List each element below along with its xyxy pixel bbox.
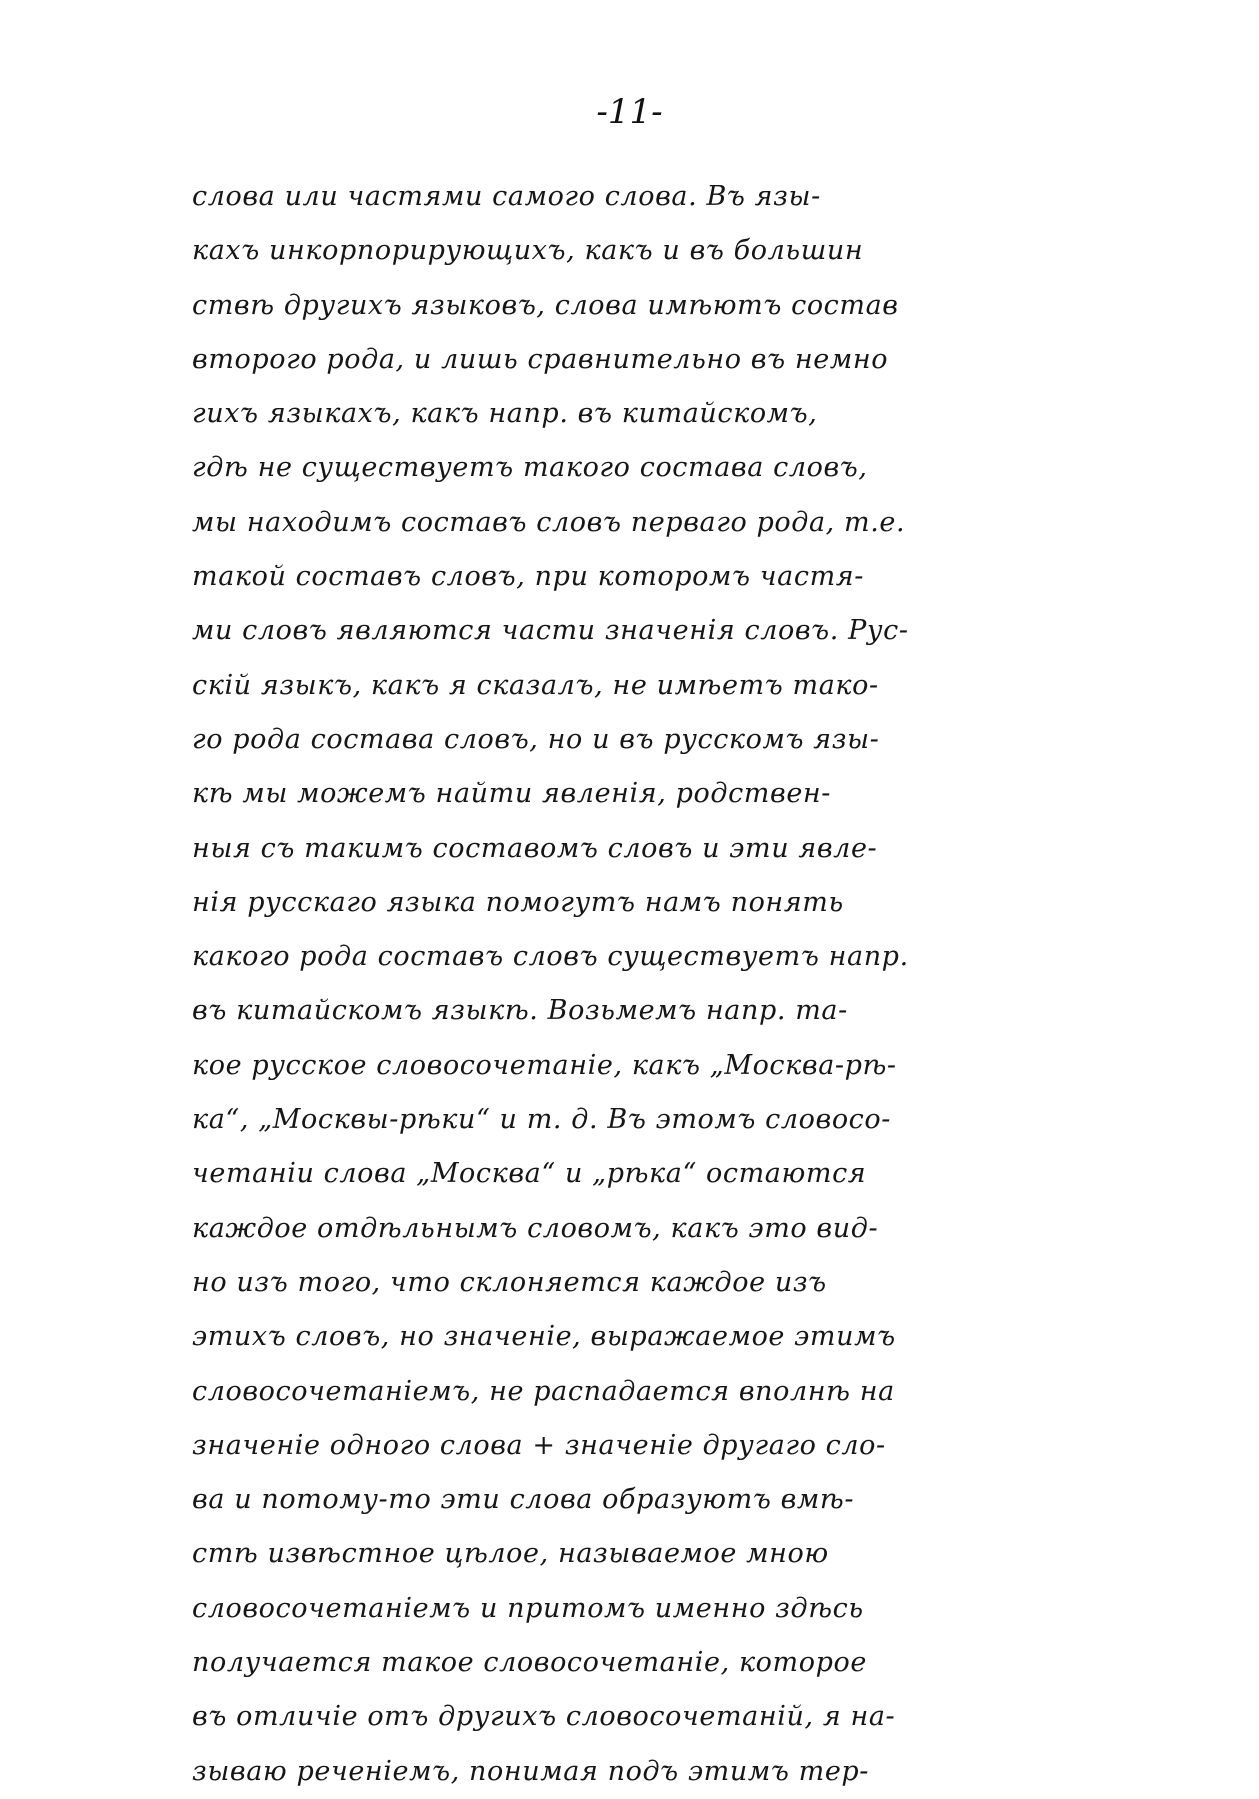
text-line: словосочетаніемъ и притомъ именно здѣсь: [192, 1592, 864, 1624]
handwritten-text: [192, 170, 1102, 1799]
text-line: ныя съ такимъ составомъ словъ и эти явле-: [192, 832, 878, 864]
text-line: получается такое словосочетаніе, которое: [192, 1647, 867, 1679]
text-line: такой составъ словъ, при которомъ частя-: [192, 561, 864, 593]
text-line: стѣ извѣстное цѣлое, называемое мною: [192, 1538, 829, 1570]
text-line: въ китайскомъ языкѣ. Возьмемъ напр. та-: [192, 995, 848, 1027]
text-line: значеніе одного слова + значеніе другаго сло-: [192, 1429, 886, 1461]
page-number: -11-: [596, 92, 663, 132]
text-line: гдѣ не существуетъ такого состава словъ,: [192, 452, 868, 484]
text-line: кахъ инкорпорирующихъ, какъ и въ большин: [192, 235, 864, 267]
text-line: ка“, „Москвы-рѣки“ и т. д. Въ этомъ словосо-: [192, 1104, 891, 1136]
text-line: ва и потому-то эти слова образуютъ вмѣ-: [192, 1484, 855, 1516]
text-line: четаніи слова „Москва“ и „рѣка“ остаются: [192, 1158, 867, 1190]
text-line: въ отличіе отъ другихъ словосочетаній, я на-: [192, 1701, 896, 1733]
text-line: второго рода, и лишь сравнительно въ немно: [192, 343, 889, 375]
text-line: какого рода составъ словъ существуетъ напр.: [192, 941, 909, 973]
text-line: слова или частями самого слова. Въ язы-: [192, 181, 821, 212]
text-line: го рода состава словъ, но и въ русскомъ язы-: [192, 723, 880, 755]
text-line: зываю реченіемъ, понимая подъ этимъ тер-: [192, 1755, 870, 1787]
text-line: кое русское словосочетаніе, какъ „Москва-рѣ-: [192, 1049, 897, 1081]
text-line: нія русскаго языка помогутъ намъ понять: [192, 886, 844, 918]
text-line: этихъ словъ, но значеніе, выражаемое этимъ: [192, 1321, 896, 1353]
text-line: кѣ мы можемъ найти явленія, родствен-: [192, 778, 832, 810]
text-line: мы находимъ составъ словъ перваго рода, т.е.: [192, 506, 906, 538]
text-line: ми словъ являются части значенія словъ. Рус-: [192, 615, 909, 647]
text-line: но изъ того, что склоняется каждое изъ: [192, 1266, 827, 1298]
text-line: ствѣ другихъ языковъ, слова имѣютъ состав: [192, 289, 899, 321]
text-line: каждое отдѣльнымъ словомъ, какъ это вид-: [192, 1212, 879, 1244]
text-line: скій языкъ, какъ я сказалъ, не имѣетъ тако-: [192, 669, 879, 701]
text-line: гихъ языкахъ, какъ напр. въ китайскомъ,: [192, 398, 818, 430]
text-line: словосочетаніемъ, не распадается вполнѣ на: [192, 1375, 895, 1407]
